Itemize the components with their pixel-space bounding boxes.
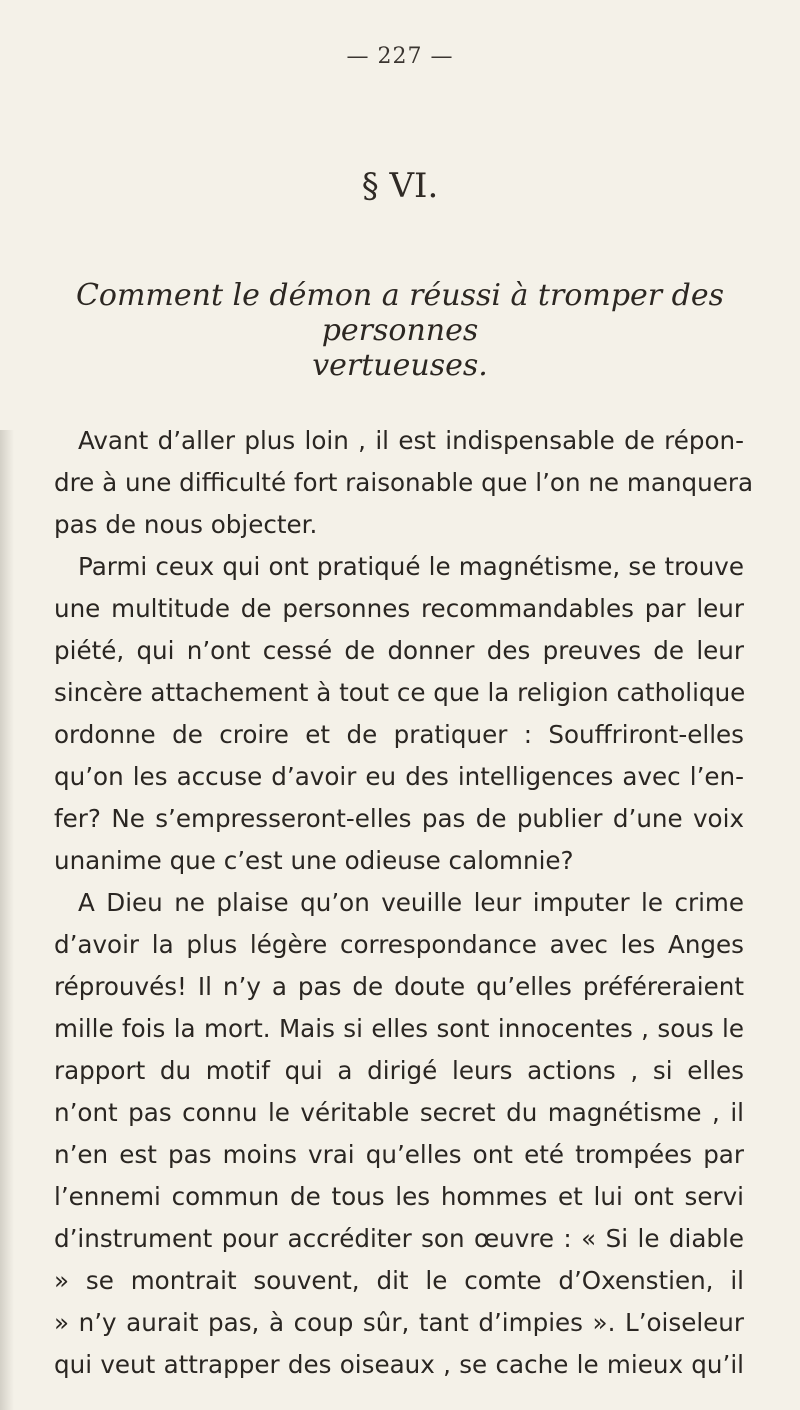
text-line: A Dieu ne plaise qu’on veuille leur imputer le crime — [78, 888, 744, 917]
chapter-title-line-1: Comment le démon a réussi à tromper des personnes — [75, 278, 725, 348]
text-line: d’instrument pour accréditer son œuvre : « Si le diable — [54, 1224, 744, 1253]
text-line: une multitude de personnes recommandables par leur — [54, 594, 744, 623]
text-line: pas de nous objecter. — [54, 510, 318, 539]
text-line: ordonne de croire et de pratiquer : Souffriront-elles — [54, 720, 744, 749]
text-line: l’ennemi commun de tous les hommes et lui ont servi — [54, 1182, 744, 1211]
text-line: d’avoir la plus légère correspondance avec les Anges — [54, 930, 744, 959]
text-line: Parmi ceux qui ont pratiqué le magnétisme, se trouve — [78, 552, 744, 581]
text-line: » se montrait souvent, dit le comte d’Oxenstien, il — [54, 1266, 744, 1295]
text-line: unanime que c’est une odieuse calomnie? — [54, 846, 574, 875]
section-heading: § VI. — [361, 166, 439, 206]
text-line: réprouvés! Il n’y a pas de doute qu’elles préféreraient — [54, 972, 744, 1001]
text-line: » n’y aurait pas, à coup sûr, tant d’impies ». L’oiseleur — [54, 1308, 744, 1337]
binding-shadow — [0, 430, 14, 1410]
text-line: qui veut attrapper des oiseaux , se cache le mieux qu’il — [54, 1350, 744, 1379]
text-line: rapport du motif qui a dirigé leurs actions , si elles — [54, 1056, 744, 1085]
body-text — [54, 420, 754, 1386]
text-line: Avant d’aller plus loin , il est indispensable de répon- — [78, 426, 744, 455]
text-line: piété, qui n’ont cessé de donner des preuves de leur — [54, 636, 744, 665]
text-line: n’en est pas moins vrai qu’elles ont eté trompées par — [54, 1140, 744, 1169]
text-line: qu’on les accuse d’avoir eu des intelligences avec l’en- — [54, 762, 744, 791]
text-line: sincère attachement à tout ce que la religion catholique — [54, 678, 746, 707]
text-line: n’ont pas connu le véritable secret du magnétisme , il — [54, 1098, 744, 1127]
page-number: — 227 — — [346, 44, 454, 69]
text-line: mille fois la mort. Mais si elles sont innocentes , sous le — [54, 1014, 744, 1043]
text-line: dre à une difficulté fort raisonable que l’on ne manquera — [54, 468, 754, 497]
chapter-title-line-2: vertueuses. — [312, 348, 488, 383]
text-line: fer? Ne s’empresseront-elles pas de publier d’une voix — [54, 804, 744, 833]
